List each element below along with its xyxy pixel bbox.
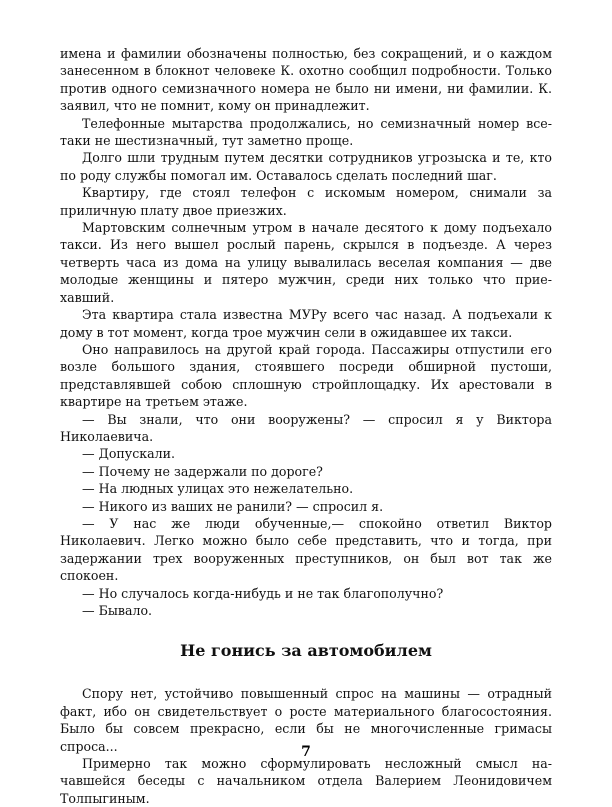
page-body (60, 45, 552, 807)
dialogue-line: — Бывало. (82, 603, 153, 618)
paragraph: Мартовским солнечным утром в начале десятого к дому подъехало такси. Из него вышел рослый парень, скрылся в подъезде. А через четверть часа из дома на улицу вывалилась веселая компания — две молодые женщины и пятеро мужчин, среди них только что прие-хавший. (60, 220, 552, 305)
paragraph: Спору нет, устойчиво повышенный спрос на машины — отрадный факт, ибо он свидетельствует о росте материального благосостояния. Было бы совсем прекрасно, если бы не многочисленные гримасы спроса... (60, 686, 552, 754)
paragraph: Оно направилось на другой край города. Пассажиры отпустили его возле большого здания, стоявшего посреди обширной пустоши, представлявшей собою сплошную стройплощадку. Их арестовали в квартире на третьем этаже. (60, 341, 552, 410)
dialogue-line: — У нас же люди обученные,— спокойно ответил Виктор Николаевич. Легко можно было себе представить, что и тогда, при задержании трех вооруженных преступников, он был вот так же спокоен. (60, 515, 552, 584)
dialogue-line: — На людных улицах это нежелательно. (82, 481, 354, 497)
paragraph: имена и фамилии обозначены полностью, без сокращений, и о каждом занесенном в блокнот человеке К. охотно сообщил подробности. Только против одного семизначного номера не было ни имени, ни фамилии. К. заявил, что не помнит, кому он принадлежит. (60, 46, 552, 114)
dialogue-line: — Допускали. (82, 446, 176, 462)
paragraph: Долго шли трудным путем десятки сотрудников угрозыска и те, кто по роду службы помогал им. Оставалось сделать последний шаг. (60, 150, 552, 183)
dialogue-line: — Почему не задержали по дороге? (82, 463, 323, 479)
dialogue-line: — Вы знали, что они вооружены? — спросил я у Виктора Николаевича. (60, 411, 552, 444)
paragraph: Телефонные мытарства продолжались, но семизначный номер все-таки не шестизначный, тут заметно проще. (60, 115, 552, 149)
paragraph: Эта квартира стала известна МУРу всего час назад. А подъехали к дому в тот момент, когда трое мужчин сели в ожидавшее их такси. (60, 307, 552, 340)
paragraph: Квартиру, где стоял телефон с искомым номером, снимали за приличную плату двое приезжих. (60, 185, 552, 218)
section-title: Не гонись за автомобилем (180, 641, 432, 661)
page-number: 7 (301, 744, 311, 760)
paragraph: Примерно так можно сформулировать несложный смысл на-чавшейся беседы с начальником отдела Валерием Леонидовичем Толпыгиным. (60, 756, 552, 806)
dialogue-line: — Но случалось когда-нибудь и не так благополучно? (82, 585, 444, 601)
dialogue-line: — Никого из ваших не ранили? — спросил я. (82, 498, 384, 514)
